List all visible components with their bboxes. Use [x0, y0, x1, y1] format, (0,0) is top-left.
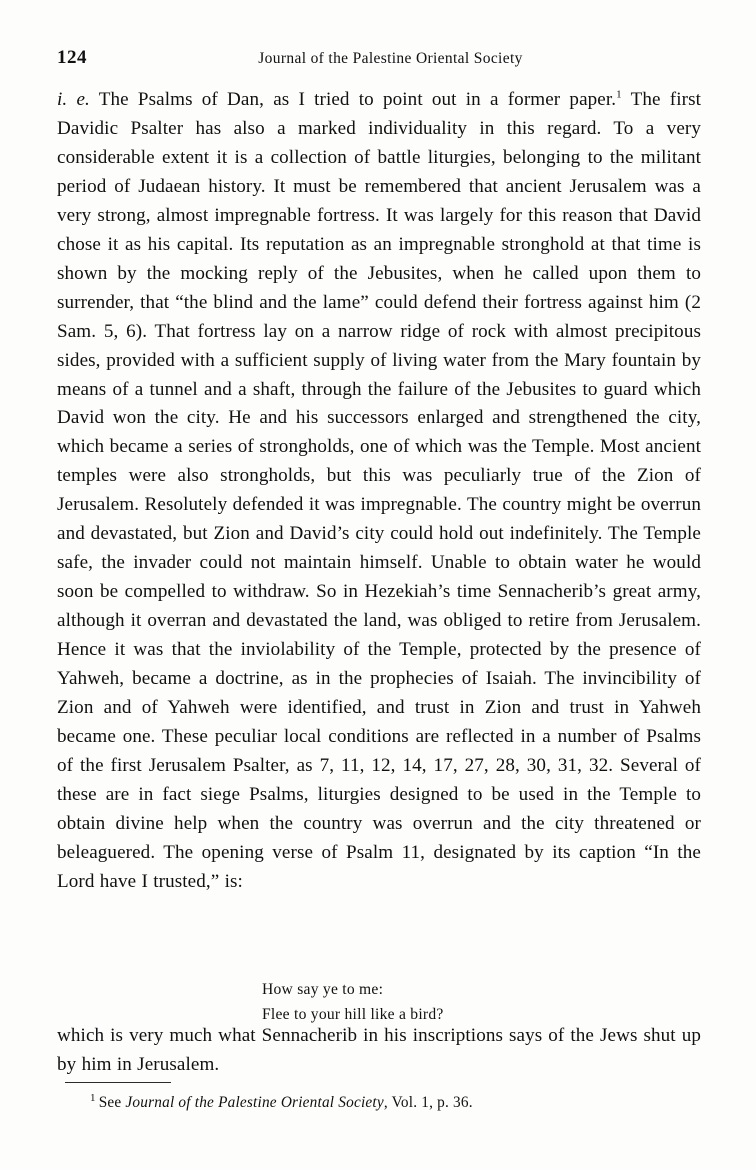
- running-head: [57, 46, 700, 72]
- verse-line-1: How say ye to me:: [262, 981, 384, 998]
- page-number: 124: [57, 47, 87, 68]
- main-paragraph-continuation: The first Davidic Psalter has also a marked individuality in this regard. To a very considerable extent it is a collection of battle liturgies, belonging to the militant period of Judaean history. It must be remembered that ancient Jerusalem was a very strong, almost impregnable fortress. It was largely for this reason that David chose it as his capital. Its reputation as an impregnable stronghold at that time is shown by the mocking reply of the Jebusites, when he called upon them to surrender, that “the blind and the lame” could defend their fortress against him (2 Sam. 5, 6). That fortress lay on a narrow ridge of rock with almost precipitous sides, provided with a sufficient supply of living water from the Mary fountain by means of a tunnel and a shaft, through the failure of the Jebusites to guard which David won the city. He and his successors enlarged and strengthened the city, which became a series of strongholds, one of which was the Temple. Most ancient temples were also strongholds, but this was peculiarly true of the Zion of Jerusalem. Resolutely defended it was impregnable. The country might be overrun and devastated, but Zion and David’s city could hold out indefinitely. The Temple safe, the invader could not maintain himself. Unable to obtain water he would soon be compelled to withdraw. So in Hezekiah’s time Sennacherib’s great army, although it overran and devastated the land, was obliged to retire from Jerusalem. Hence it was that the inviolability of the Temple, protected by the presence of Yahweh, became a doctrine, as in the prophecies of Isaiah. The invincibility of Zion and of Yahweh were identified, and trust in Zion and trust in Yahweh became one. These peculiar local conditions are reflected in a number of Psalms of the first Jerusalem Psalter, as 7, 11, 12, 14, 17, 27, 28, 30, 31, 32. Several of these are in fact siege Psalms, liturgies designed to be used in the Temple to obtain divine help when the country was overrun and the city threatened or beleaguered. The opening verse of Psalm 11, designated by its caption “In the Lord have I trusted,” is:: [57, 89, 702, 892]
- running-head-title: Journal of the Palestine Oriental Society: [258, 50, 523, 67]
- footnote-reference-marker: 1: [616, 88, 622, 101]
- footnote-suffix: , Vol. 1, p. 36.: [383, 1094, 473, 1111]
- main-paragraph: [57, 86, 701, 897]
- closing-paragraph: which is very much what Sennacherib in his inscriptions says of the Jews shut up by him in Jerusalem.: [57, 1025, 701, 1075]
- verse-quotation-block: [262, 978, 662, 1027]
- footnote-prefix: See: [98, 1094, 126, 1111]
- footnote-number: 1: [90, 1091, 96, 1104]
- footnote-journal-title: Journal of the Palestine Oriental Society: [125, 1094, 384, 1111]
- footnote-area: [57, 1082, 701, 1114]
- main-paragraph-opening: The Psalms of Dan, as I tried to point out in a former paper.: [89, 89, 617, 110]
- latin-abbreviation-ie: i. e.: [57, 89, 90, 110]
- body-text-block: [57, 86, 701, 897]
- footnote-entry: [57, 1092, 701, 1114]
- footnote-separator-rule: [65, 1082, 171, 1083]
- closing-text-block: [57, 1022, 701, 1080]
- verse-line-2: Flee to your hill like a bird?: [262, 1005, 444, 1023]
